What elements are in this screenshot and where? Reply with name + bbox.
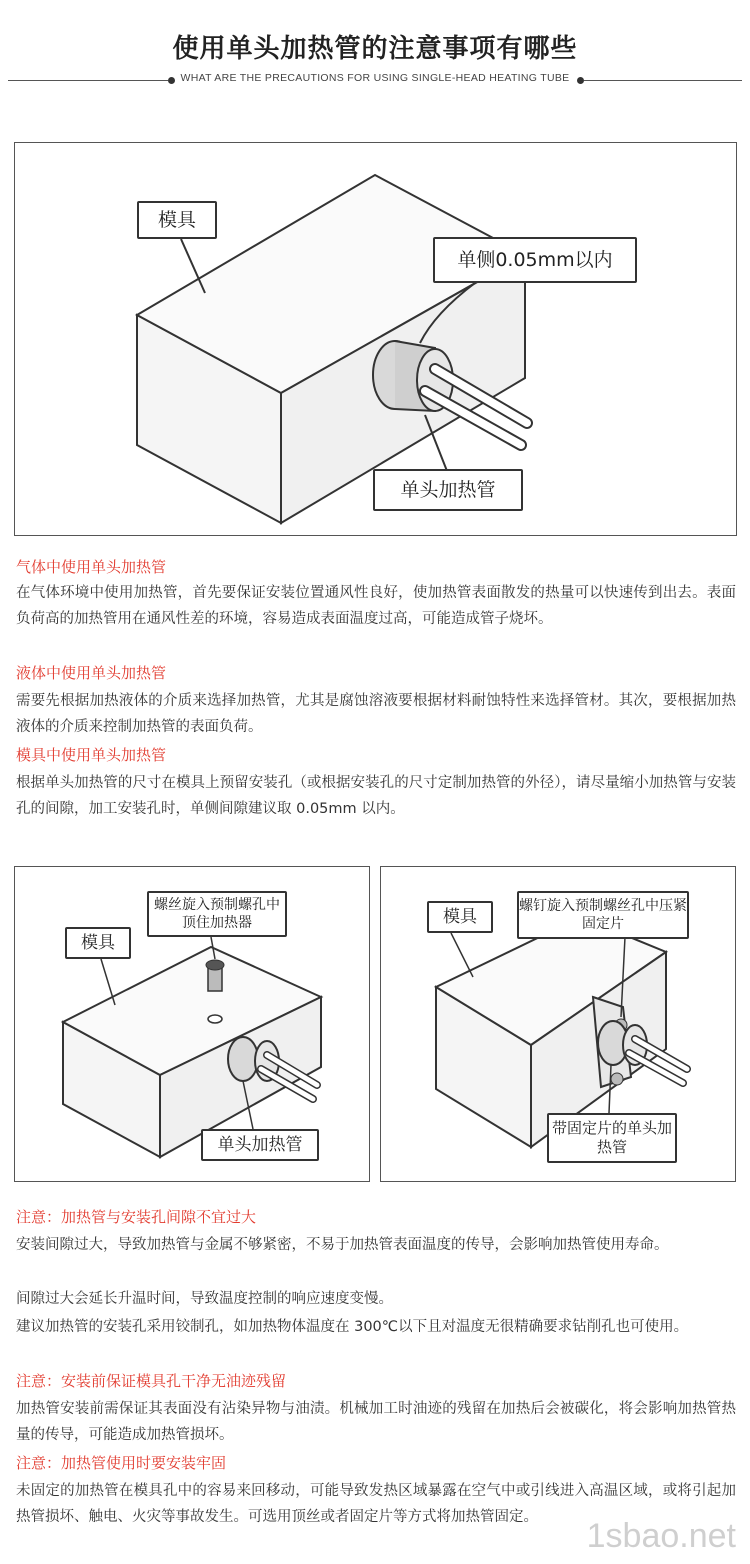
- site-watermark: 1sbao.net: [586, 1517, 736, 1555]
- notice-secure-heading: 注意：加热管使用时要安装牢固: [16, 1454, 227, 1472]
- mold-label: 模具: [65, 927, 131, 959]
- mold-label: 模具: [137, 201, 217, 239]
- notice-gap-para-1: 安装间隙过大，导致加热管与金属不够紧密，不易于加热管表面温度的传导，会影响加热管使用寿命。: [16, 1237, 669, 1253]
- divider-dot-right: [577, 77, 584, 84]
- subtitle-row: [0, 72, 750, 88]
- section-mold-body: 根据单头加热管的尺寸在模具上预留安装孔（或根据安装孔的尺寸定制加热管的外径），请尽量缩小加热管与安装孔的间隙，加工安装孔时，单侧间隙建议取 0.05mm 以内。: [16, 775, 736, 817]
- page-subtitle: WHAT ARE THE PRECAUTIONS FOR USING SINGLE-HEAD HEATING TUBE: [180, 72, 570, 84]
- notice-gap-heading: 注意：加热管与安装孔间隙不宜过大: [16, 1208, 257, 1226]
- section-liquid-body: 需要先根据加热液体的介质来选择加热管，尤其是腐蚀溶液要根据材料耐蚀特性来选择管材。其次，要根据加热液体的介质来控制加热管的表面负荷。: [16, 693, 736, 735]
- divider-right: [584, 80, 742, 81]
- notice-clean-heading: 注意：安装前保证模具孔干净无油迹残留: [16, 1372, 287, 1390]
- tube-label: 单头加热管: [373, 469, 523, 511]
- mold-label: 模具: [427, 901, 493, 933]
- section-gas-body: 在气体环境中使用加热管，首先要保证安装位置通风性良好，使加热管表面散发的热量可以快速传到出去。表面负荷高的加热管用在通风性差的环境，容易造成表面温度过高，可能造成管子烧坏。: [16, 585, 736, 627]
- section-liquid-heading: 液体中使用单头加热管: [16, 664, 167, 682]
- notice-clean-para-1: 加热管安装前需保证其表面没有沾染异物与油渍。机械加工时油迹的残留在加热后会被碳化，将会影响加热管热量的传导，可能造成加热管损坏。: [16, 1401, 736, 1443]
- set-screw-label: 螺丝旋入预制螺孔中顶住加热器: [147, 891, 287, 937]
- figure-mold-installation: [14, 142, 737, 536]
- tube-with-plate-label: 带固定片的单头加热管: [547, 1113, 677, 1163]
- section-mold-heading: 模具中使用单头加热管: [16, 746, 167, 764]
- figure-set-screw: [14, 866, 370, 1182]
- fixing-screw-label: 螺钉旋入预制螺丝孔中压紧固定片: [517, 891, 689, 939]
- figure-fixing-plate: [380, 866, 736, 1182]
- tube-label: 单头加热管: [201, 1129, 319, 1161]
- notice-gap-para-2: 间隙过大会延长升温时间，导致温度控制的响应速度变慢。: [16, 1291, 393, 1307]
- notice-secure-para-1: 未固定的加热管在模具孔中的容易来回移动，可能导致发热区域暴露在空气中或引线进入高温区域，或将引起加热管损坏、触电、火灾等事故发生。可选用顶丝或者固定片等方式将加热管固定。: [16, 1483, 736, 1525]
- section-gas-heading: 气体中使用单头加热管: [16, 558, 167, 576]
- notice-gap-para-3: 建议加热管的安装孔采用铰制孔，如加热物体温度在 300℃以下且对温度无很精确要求钻削孔也可使用。: [16, 1319, 689, 1335]
- gap-label: 单侧0.05mm以内: [433, 237, 637, 283]
- page-title: 使用单头加热管的注意事项有哪些: [172, 34, 578, 64]
